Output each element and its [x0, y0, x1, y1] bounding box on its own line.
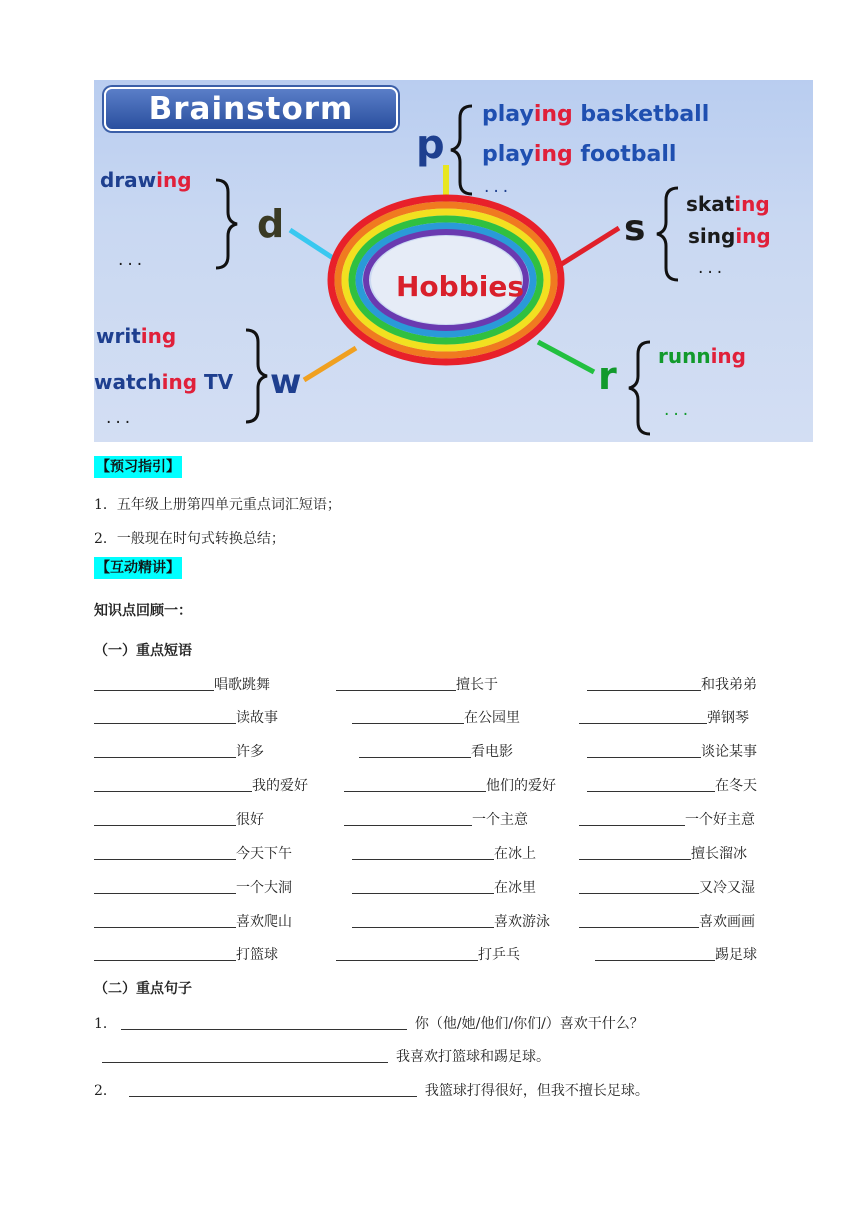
interactive-tag: 【互动精讲】: [94, 557, 182, 579]
phrase-cell: 看电影: [359, 741, 513, 761]
phrase-cell: 打篮球: [94, 944, 278, 964]
phrase-cell: 喜欢画画: [579, 911, 755, 931]
sentence-row: 2． 我篮球打得很好，但我不擅长足球。: [94, 1083, 649, 1099]
letter-w: w: [270, 362, 302, 402]
phrase-cell: 弹钢琴: [579, 707, 749, 727]
word-skating: skating: [686, 192, 770, 216]
phrase-cell: 读故事: [94, 707, 278, 727]
brainstorm-title: Brainstorm: [104, 87, 398, 131]
phrase-cell: 很好: [94, 809, 264, 829]
letter-r: r: [598, 354, 617, 398]
phrase-cell: 一个主意: [344, 809, 528, 829]
spoke-d: [290, 230, 336, 260]
phrase-cell: 在冰里: [352, 877, 536, 897]
sentences-heading: （二）重点句子: [94, 981, 192, 997]
spoke-s: [560, 228, 619, 265]
phrase-cell: 擅长于: [336, 674, 498, 694]
brainstorm-banner: [94, 80, 813, 442]
phrase-cell: 唱歌跳舞: [94, 674, 270, 694]
brace-w: [246, 330, 267, 422]
word-watching-tv: watching TV: [94, 370, 234, 394]
phrases-heading: （一）重点短语: [94, 643, 192, 659]
phrase-cell: 许多: [94, 741, 264, 761]
sentence-row: 我喜欢打篮球和踢足球。: [102, 1046, 550, 1066]
r-more: ...: [664, 400, 693, 420]
word-writing: writing: [96, 324, 177, 348]
word-drawing: drawing: [100, 168, 192, 192]
word-singing: singing: [688, 224, 771, 248]
word-playing-basketball: playing basketball: [482, 102, 710, 127]
phrase-cell: 和我弟弟: [587, 674, 757, 694]
brace-s: [657, 188, 678, 280]
brace-r: [629, 342, 650, 434]
spoke-r: [538, 342, 594, 372]
preview-item-1: 1．五年级上册第四单元重点词汇短语；: [94, 497, 341, 513]
hobbies-center-label: Hobbies: [395, 270, 524, 303]
brace-p: [451, 106, 472, 194]
phrase-cell: 一个大洞: [94, 877, 292, 897]
letter-d: d: [257, 202, 285, 246]
phrase-cell: 谈论某事: [587, 741, 757, 761]
letter-s: s: [624, 208, 646, 249]
spoke-w: [304, 348, 356, 380]
sentence-row: 1． 你（他/她/他们/你们/）喜欢干什么？: [94, 1016, 644, 1032]
phrase-cell: 在公园里: [352, 707, 520, 727]
word-playing-football: playing football: [482, 142, 677, 167]
phrase-cell: 在冰上: [352, 843, 536, 863]
w-more: ...: [106, 408, 135, 428]
letter-p: p: [416, 122, 445, 168]
phrase-cell: 打乒乓: [336, 944, 520, 964]
brace-d: [216, 180, 237, 268]
phrase-cell: 今天下午: [94, 843, 292, 863]
phrase-cell: 喜欢爬山: [94, 911, 292, 931]
phrase-cell: 一个好主意: [579, 809, 755, 829]
phrase-cell: 喜欢游泳: [352, 911, 550, 931]
word-running: running: [658, 344, 746, 368]
phrase-cell: 在冬天: [587, 775, 757, 795]
phrase-cell: 我的爱好: [94, 775, 308, 795]
phrase-cell: 他们的爱好: [344, 775, 556, 795]
p-more: ...: [484, 177, 513, 197]
phrase-cell: 又冷又湿: [579, 877, 755, 897]
d-more: ...: [118, 250, 147, 270]
knowledge-review-heading: 知识点回顾一：: [94, 603, 192, 619]
phrase-cell: 踢足球: [595, 944, 757, 964]
preview-item-2: 2．一般现在时句式转换总结；: [94, 531, 285, 547]
s-more: ...: [698, 258, 727, 278]
phrase-cell: 擅长溜冰: [579, 843, 747, 863]
preview-guide-tag: 【预习指引】: [94, 456, 182, 478]
